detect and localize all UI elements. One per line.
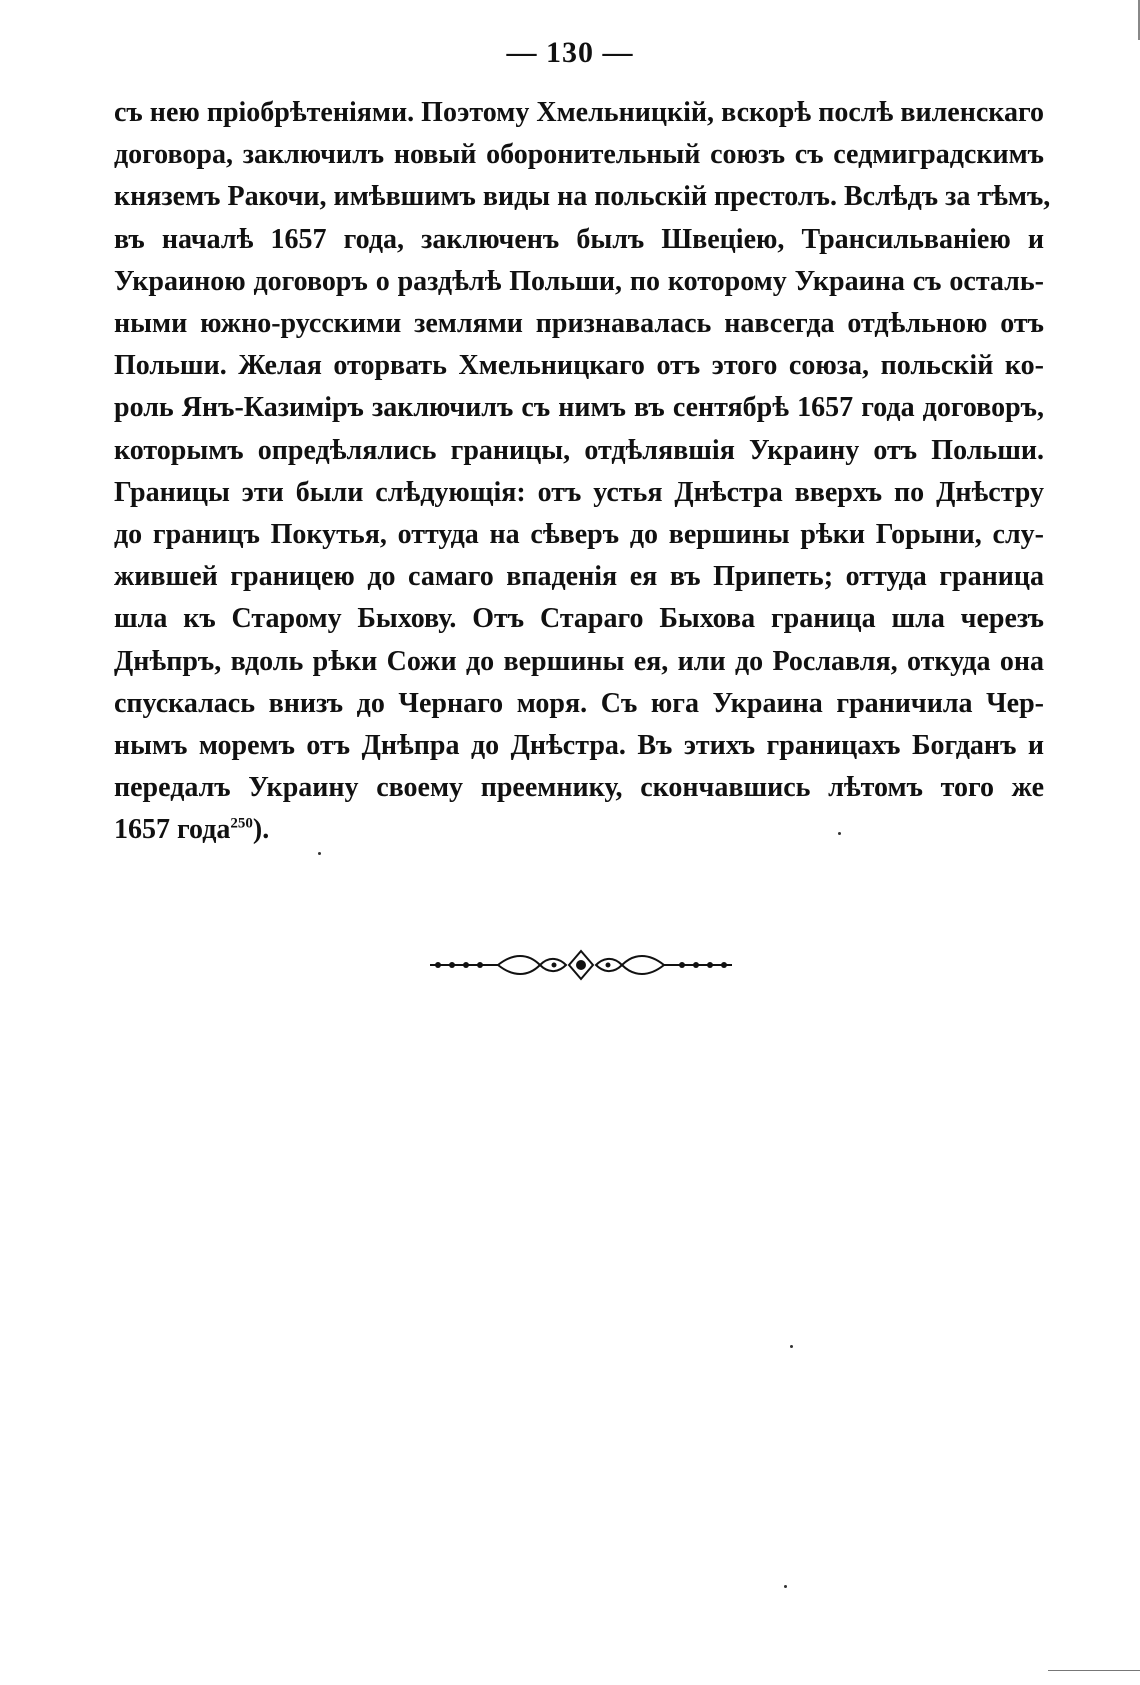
text-line: нымъ моремъ отъ Днѣпра до Днѣстра. Въ этихъ границахъ Богданъ и [114, 730, 1044, 762]
ornament-divider-icon [428, 945, 734, 985]
text-line-last [114, 809, 1044, 851]
text-line: ными южно-русскими землями признавалась навсегда отдѣльною отъ [114, 308, 1044, 340]
text-line: роль Янъ-Казиміръ заключилъ съ нимъ въ сентябрѣ 1657 года договоръ, [114, 392, 1044, 424]
scan-speck [790, 1345, 793, 1348]
scan-speck [784, 1585, 787, 1588]
closing-punctuation: ). [252, 814, 270, 846]
text-line: Границы эти были слѣдующія: отъ устья Днѣстра вверхъ по Днѣстру [114, 476, 1044, 508]
text-line: жившей границею до самаго впаденія ея въ Припеть; оттуда граница [114, 561, 1044, 593]
text-line: спускалась внизъ до Чернаго моря. Съ юга Украина граничила Чер- [114, 687, 1044, 719]
text-line: княземъ Ракочи, имѣвшимъ виды на польскій престолъ. Вслѣдъ за тѣмъ, [114, 181, 1051, 213]
text-line: Украиною договоръ о раздѣлѣ Польши, по которому Украина съ осталь- [114, 265, 1044, 297]
footnote-reference: 250 [230, 816, 253, 833]
text-line: Польши. Желая оторвать Хмельницкаго отъ этого союза, польскій ко- [114, 350, 1044, 382]
page-number: — 130 — [506, 36, 634, 69]
bottom-rule [1048, 1670, 1140, 1671]
body-paragraph [114, 92, 1051, 852]
text-line-final: 1657 года [114, 814, 231, 846]
text-line: передалъ Украину своему преемнику, скончавшись лѣтомъ того же [114, 772, 1044, 804]
scan-speck [838, 832, 841, 835]
text-line: до границъ Покутья, оттуда на сѣверъ до вершины рѣки Горыни, слу- [114, 519, 1044, 551]
text-line: которымъ опредѣлялись границы, отдѣлявшія Украину отъ Польши. [114, 434, 1044, 466]
text-line: въ началѣ 1657 года, заключенъ былъ Швеціею, Трансильваніею и [114, 223, 1044, 255]
scan-speck [318, 852, 321, 855]
text-line: договора, заключилъ новый оборонительный союзъ съ седмиградскимъ [114, 139, 1044, 171]
text-line: Днѣпръ, вдоль рѣки Сожи до вершины ея, или до Рославля, откуда она [114, 645, 1044, 677]
text-line: шла къ Старому Быхову. Отъ Стараго Быхова граница шла черезъ [114, 603, 1044, 635]
text-line: съ нею пріобрѣтеніями. Поэтому Хмельницкій, вскорѣ послѣ виленскаго [114, 97, 1044, 128]
